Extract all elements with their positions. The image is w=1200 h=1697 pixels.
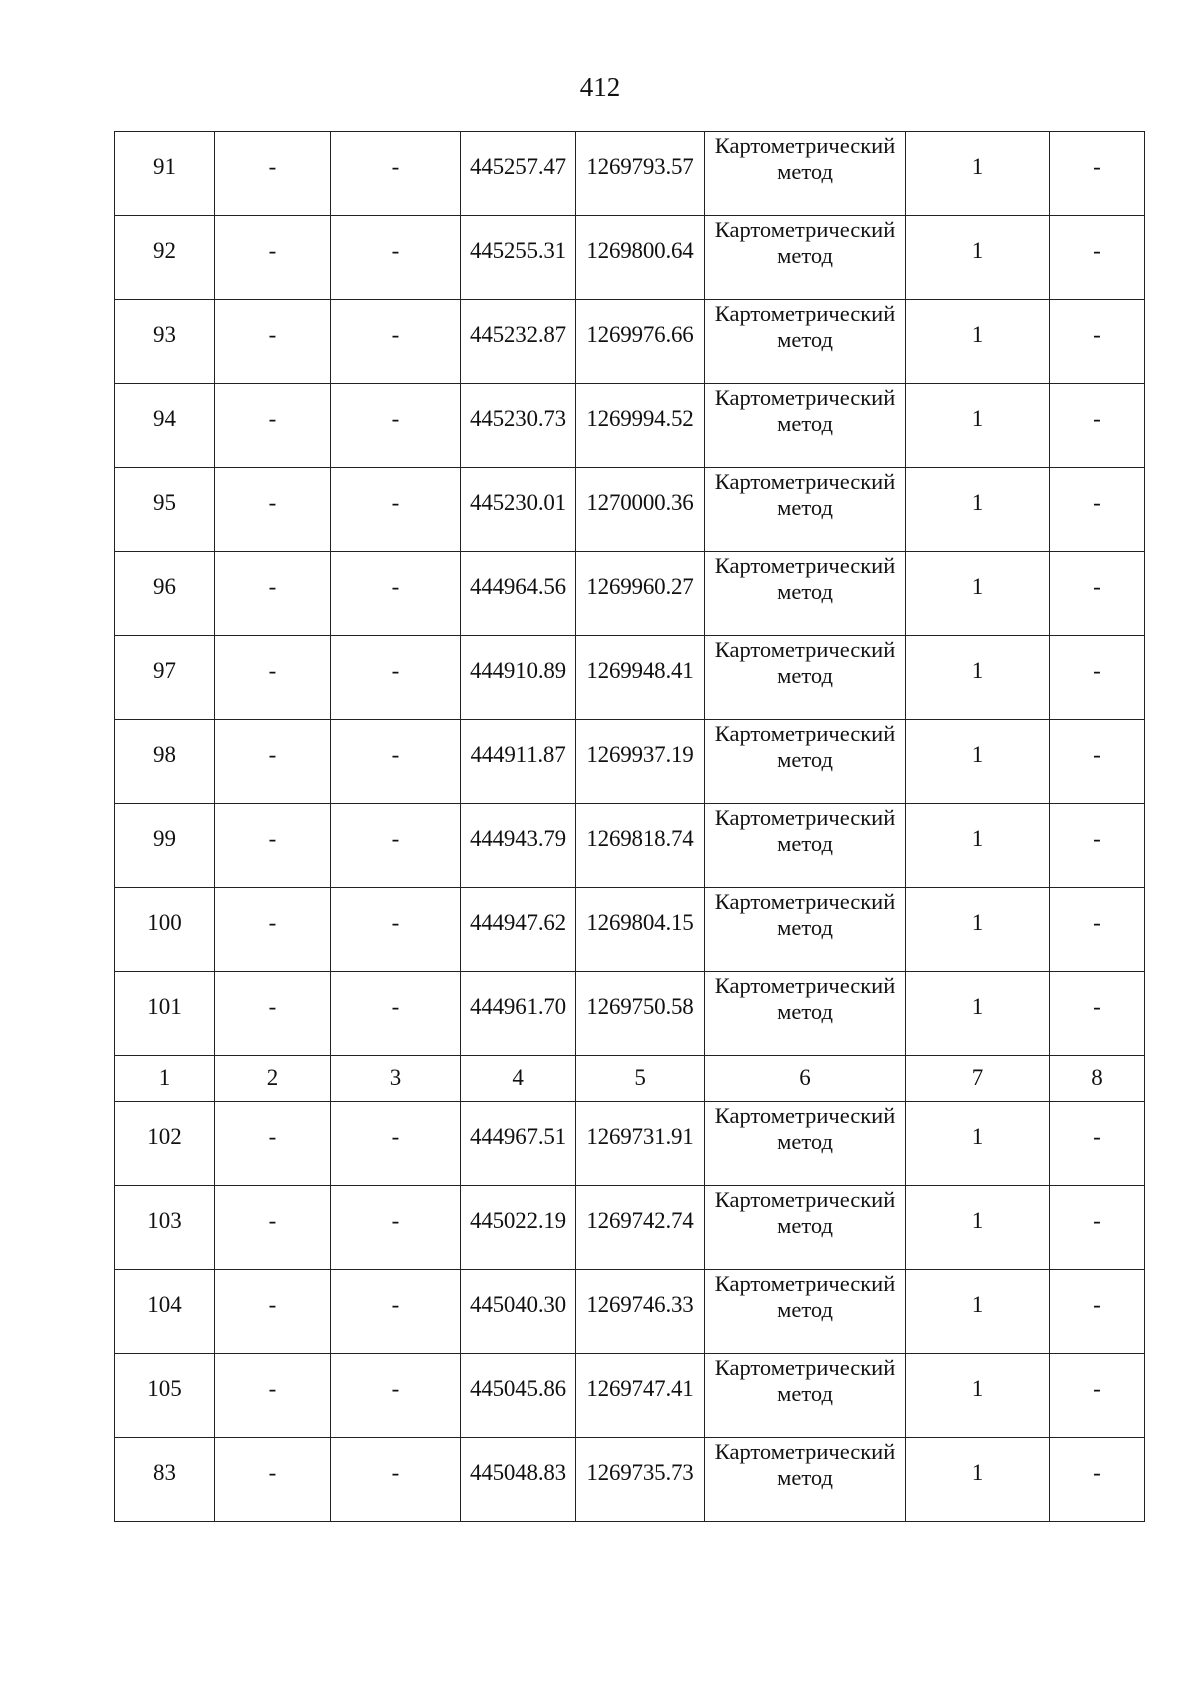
column-7-cell: 1 xyxy=(906,972,1050,1056)
method-cell: Картометрический метод xyxy=(705,1354,906,1438)
column-8-cell: - xyxy=(1050,720,1145,804)
method-cell: Картометрический метод xyxy=(705,384,906,468)
point-number-cell: 92 xyxy=(115,216,215,300)
point-number-cell: 100 xyxy=(115,888,215,972)
column-2-cell: - xyxy=(215,132,331,216)
x-coordinate-cell: 445022.19 xyxy=(461,1186,576,1270)
column-8-cell: - xyxy=(1050,1186,1145,1270)
point-number-cell: 105 xyxy=(115,1354,215,1438)
table-row xyxy=(115,552,1145,636)
column-2-cell: - xyxy=(215,1102,331,1186)
column-8-cell: - xyxy=(1050,972,1145,1056)
column-2-cell: - xyxy=(215,300,331,384)
column-7-cell: 1 xyxy=(906,1102,1050,1186)
method-cell: Картометрический метод xyxy=(705,972,906,1056)
point-number-cell: 91 xyxy=(115,132,215,216)
column-3-cell: - xyxy=(331,1270,461,1354)
column-8-cell: - xyxy=(1050,888,1145,972)
x-coordinate-cell: 445230.73 xyxy=(461,384,576,468)
column-3-cell: - xyxy=(331,300,461,384)
column-8-cell: - xyxy=(1050,384,1145,468)
x-coordinate-cell: 444947.62 xyxy=(461,888,576,972)
y-coordinate-cell: 1269750.58 xyxy=(576,972,705,1056)
method-cell: Картометрический метод xyxy=(705,300,906,384)
x-coordinate-cell: 444910.89 xyxy=(461,636,576,720)
x-coordinate-cell: 445230.01 xyxy=(461,468,576,552)
column-8-cell: - xyxy=(1050,468,1145,552)
column-2-cell: - xyxy=(215,720,331,804)
column-3-cell: - xyxy=(331,216,461,300)
column-2-cell: - xyxy=(215,468,331,552)
y-coordinate-cell: 1269948.41 xyxy=(576,636,705,720)
y-coordinate-cell: 1269793.57 xyxy=(576,132,705,216)
column-number-cell: 1 xyxy=(115,1056,215,1102)
x-coordinate-cell: 444964.56 xyxy=(461,552,576,636)
point-number-cell: 104 xyxy=(115,1270,215,1354)
column-7-cell: 1 xyxy=(906,552,1050,636)
method-cell: Картометрический метод xyxy=(705,888,906,972)
column-number-cell: 6 xyxy=(705,1056,906,1102)
method-cell: Картометрический метод xyxy=(705,804,906,888)
x-coordinate-cell: 444911.87 xyxy=(461,720,576,804)
table-row xyxy=(115,888,1145,972)
method-cell: Картометрический метод xyxy=(705,1186,906,1270)
column-3-cell: - xyxy=(331,552,461,636)
x-coordinate-cell: 444961.70 xyxy=(461,972,576,1056)
table-body xyxy=(115,132,1145,1522)
table-row xyxy=(115,132,1145,216)
point-number-cell: 93 xyxy=(115,300,215,384)
column-2-cell: - xyxy=(215,972,331,1056)
x-coordinate-cell: 445257.47 xyxy=(461,132,576,216)
column-8-cell: - xyxy=(1050,216,1145,300)
column-3-cell: - xyxy=(331,1102,461,1186)
point-number-cell: 101 xyxy=(115,972,215,1056)
point-number-cell: 94 xyxy=(115,384,215,468)
method-cell: Картометрический метод xyxy=(705,636,906,720)
column-2-cell: - xyxy=(215,636,331,720)
y-coordinate-cell: 1269731.91 xyxy=(576,1102,705,1186)
column-number-cell: 4 xyxy=(461,1056,576,1102)
table-row xyxy=(115,972,1145,1056)
table-row xyxy=(115,636,1145,720)
method-cell: Картометрический метод xyxy=(705,216,906,300)
y-coordinate-cell: 1270000.36 xyxy=(576,468,705,552)
column-2-cell: - xyxy=(215,1186,331,1270)
column-2-cell: - xyxy=(215,888,331,972)
column-7-cell: 1 xyxy=(906,1186,1050,1270)
column-7-cell: 1 xyxy=(906,888,1050,972)
x-coordinate-cell: 444967.51 xyxy=(461,1102,576,1186)
column-8-cell: - xyxy=(1050,132,1145,216)
y-coordinate-cell: 1269994.52 xyxy=(576,384,705,468)
column-number-cell: 8 xyxy=(1050,1056,1145,1102)
method-cell: Картометрический метод xyxy=(705,1438,906,1522)
method-cell: Картометрический метод xyxy=(705,720,906,804)
coordinates-table xyxy=(114,131,1145,1522)
column-7-cell: 1 xyxy=(906,132,1050,216)
y-coordinate-cell: 1269976.66 xyxy=(576,300,705,384)
column-2-cell: - xyxy=(215,384,331,468)
x-coordinate-cell: 445048.83 xyxy=(461,1438,576,1522)
page-number: 412 xyxy=(579,72,621,102)
column-7-cell: 1 xyxy=(906,468,1050,552)
method-cell: Картометрический метод xyxy=(705,468,906,552)
point-number-cell: 96 xyxy=(115,552,215,636)
column-3-cell: - xyxy=(331,1186,461,1270)
table-row xyxy=(115,1438,1145,1522)
column-8-cell: - xyxy=(1050,636,1145,720)
method-cell: Картометрический метод xyxy=(705,1270,906,1354)
table-row xyxy=(115,804,1145,888)
point-number-cell: 103 xyxy=(115,1186,215,1270)
column-3-cell: - xyxy=(331,888,461,972)
point-number-cell: 102 xyxy=(115,1102,215,1186)
column-7-cell: 1 xyxy=(906,300,1050,384)
x-coordinate-cell: 445040.30 xyxy=(461,1270,576,1354)
column-number-cell: 2 xyxy=(215,1056,331,1102)
column-8-cell: - xyxy=(1050,1354,1145,1438)
column-3-cell: - xyxy=(331,1354,461,1438)
column-3-cell: - xyxy=(331,468,461,552)
column-7-cell: 1 xyxy=(906,1270,1050,1354)
column-8-cell: - xyxy=(1050,804,1145,888)
column-number-cell: 5 xyxy=(576,1056,705,1102)
y-coordinate-cell: 1269960.27 xyxy=(576,552,705,636)
table-row xyxy=(115,1270,1145,1354)
column-7-cell: 1 xyxy=(906,216,1050,300)
y-coordinate-cell: 1269800.64 xyxy=(576,216,705,300)
column-3-cell: - xyxy=(331,1438,461,1522)
method-cell: Картометрический метод xyxy=(705,1102,906,1186)
x-coordinate-cell: 445232.87 xyxy=(461,300,576,384)
y-coordinate-cell: 1269804.15 xyxy=(576,888,705,972)
column-8-cell: - xyxy=(1050,300,1145,384)
column-7-cell: 1 xyxy=(906,384,1050,468)
column-2-cell: - xyxy=(215,1270,331,1354)
column-8-cell: - xyxy=(1050,1102,1145,1186)
x-coordinate-cell: 444943.79 xyxy=(461,804,576,888)
column-3-cell: - xyxy=(331,804,461,888)
column-2-cell: - xyxy=(215,1438,331,1522)
point-number-cell: 83 xyxy=(115,1438,215,1522)
table-row xyxy=(115,300,1145,384)
x-coordinate-cell: 445045.86 xyxy=(461,1354,576,1438)
y-coordinate-cell: 1269742.74 xyxy=(576,1186,705,1270)
point-number-cell: 97 xyxy=(115,636,215,720)
point-number-cell: 99 xyxy=(115,804,215,888)
column-number-row xyxy=(115,1056,1145,1102)
point-number-cell: 98 xyxy=(115,720,215,804)
column-3-cell: - xyxy=(331,384,461,468)
column-7-cell: 1 xyxy=(906,636,1050,720)
table-row xyxy=(115,216,1145,300)
table-row xyxy=(115,384,1145,468)
y-coordinate-cell: 1269735.73 xyxy=(576,1438,705,1522)
column-3-cell: - xyxy=(331,636,461,720)
y-coordinate-cell: 1269746.33 xyxy=(576,1270,705,1354)
column-7-cell: 1 xyxy=(906,1354,1050,1438)
x-coordinate-cell: 445255.31 xyxy=(461,216,576,300)
column-7-cell: 1 xyxy=(906,804,1050,888)
column-3-cell: - xyxy=(331,132,461,216)
column-2-cell: - xyxy=(215,1354,331,1438)
column-3-cell: - xyxy=(331,972,461,1056)
column-8-cell: - xyxy=(1050,552,1145,636)
column-8-cell: - xyxy=(1050,1270,1145,1354)
table-row xyxy=(115,720,1145,804)
y-coordinate-cell: 1269937.19 xyxy=(576,720,705,804)
column-2-cell: - xyxy=(215,804,331,888)
column-number-cell: 7 xyxy=(906,1056,1050,1102)
table-row xyxy=(115,468,1145,552)
column-2-cell: - xyxy=(215,552,331,636)
table-row xyxy=(115,1102,1145,1186)
column-2-cell: - xyxy=(215,216,331,300)
column-number-cell: 3 xyxy=(331,1056,461,1102)
y-coordinate-cell: 1269818.74 xyxy=(576,804,705,888)
point-number-cell: 95 xyxy=(115,468,215,552)
y-coordinate-cell: 1269747.41 xyxy=(576,1354,705,1438)
table-row xyxy=(115,1186,1145,1270)
column-3-cell: - xyxy=(331,720,461,804)
column-8-cell: - xyxy=(1050,1438,1145,1522)
column-7-cell: 1 xyxy=(906,720,1050,804)
table-row xyxy=(115,1354,1145,1438)
method-cell: Картометрический метод xyxy=(705,132,906,216)
column-7-cell: 1 xyxy=(906,1438,1050,1522)
method-cell: Картометрический метод xyxy=(705,552,906,636)
